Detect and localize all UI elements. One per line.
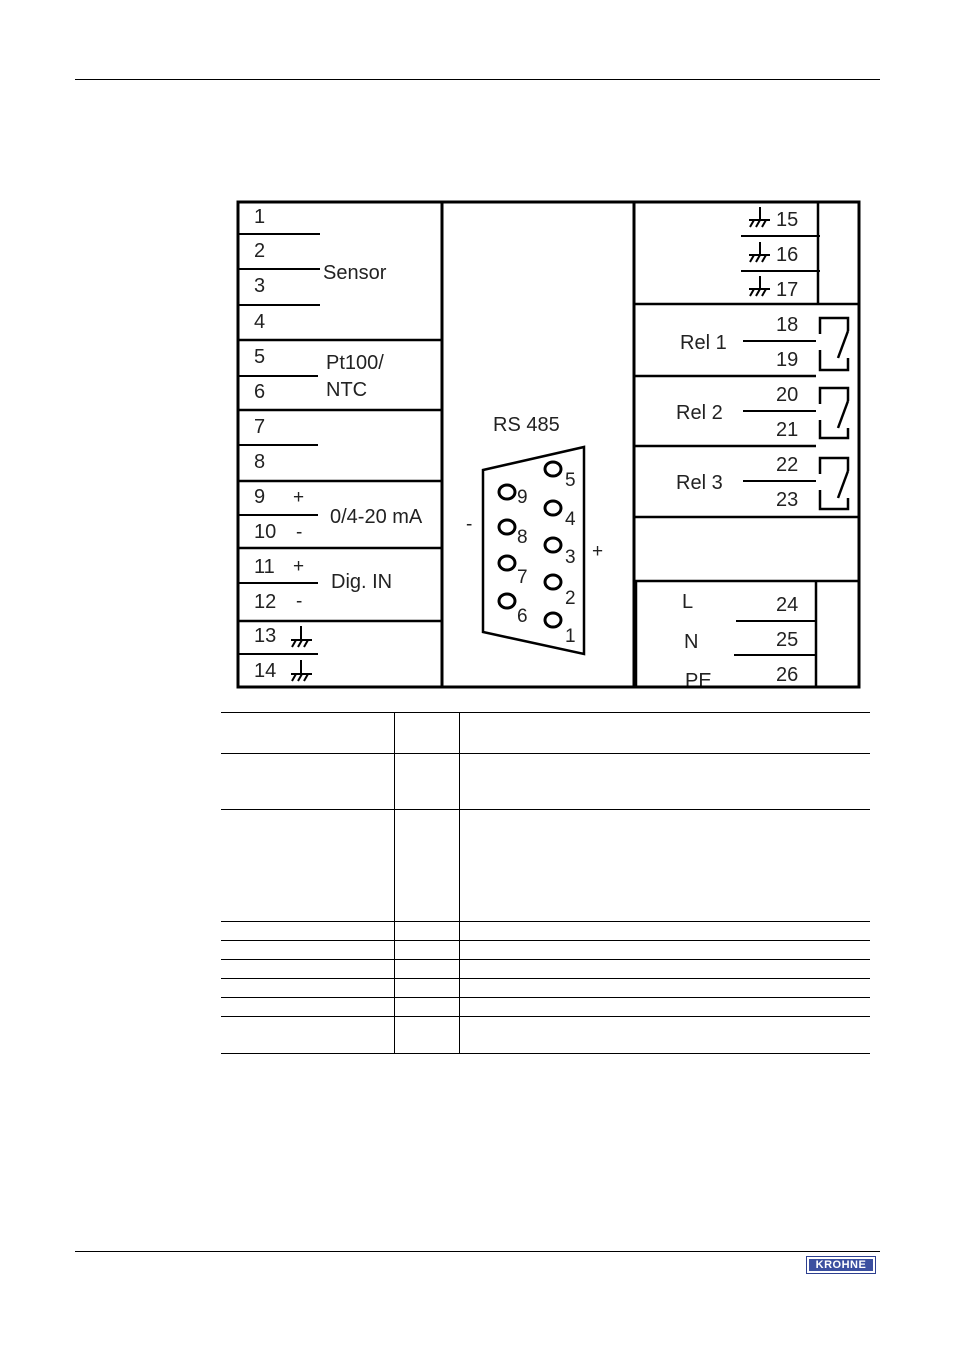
terminal-17: 17 [776, 279, 799, 301]
table-row [221, 998, 870, 1017]
table-cell [460, 941, 871, 960]
table-row [221, 941, 870, 960]
terminal-11: 11 [254, 556, 275, 578]
terminal-1: 1 [254, 206, 266, 228]
table-row [221, 754, 870, 810]
table-row [221, 960, 870, 979]
rs485-plus-sign: + [592, 541, 604, 562]
terminal-12: 12 [254, 591, 277, 613]
dsub-pin-3 [545, 538, 561, 552]
relay-contact-icon [820, 388, 848, 438]
table-cell [221, 810, 395, 922]
terminal-4: 4 [254, 311, 266, 333]
left-polarity-marks [293, 487, 304, 612]
svg-text:3: 3 [565, 547, 576, 568]
terminal-22: 22 [776, 454, 799, 476]
table-row [221, 922, 870, 941]
dsub-pin-5 [545, 462, 561, 476]
terminal-2: 2 [254, 240, 266, 262]
svg-text:2: 2 [565, 588, 576, 609]
svg-text:4: 4 [565, 509, 576, 530]
table-cell [395, 713, 460, 754]
terminal-24: 24 [776, 594, 799, 616]
terminal-10: 10 [254, 521, 277, 543]
table-cell [395, 979, 460, 998]
terminal-16: 16 [776, 244, 799, 266]
right-group-labels [676, 332, 727, 692]
table-cell [221, 754, 395, 810]
ground-icon [749, 207, 770, 227]
table-cell [460, 713, 871, 754]
svg-text:1: 1 [565, 626, 576, 647]
relay-3-label: Rel 3 [676, 472, 723, 494]
table-row [221, 979, 870, 998]
terminal-26: 26 [776, 664, 799, 686]
right-terminal-numbers [776, 209, 798, 686]
terminal-3: 3 [254, 275, 266, 297]
left-pin-separators [238, 234, 320, 654]
line-label: L [682, 591, 694, 613]
terminal-9: 9 [254, 486, 266, 508]
table-cell [395, 941, 460, 960]
specification-table [221, 712, 870, 1054]
svg-text:8: 8 [517, 527, 528, 548]
table-cell [395, 960, 460, 979]
plus-sign: + [293, 487, 305, 508]
table-cell [221, 922, 395, 941]
protective-earth-label: PE [685, 670, 712, 692]
relay-2-label: Rel 2 [676, 402, 723, 424]
relay-contact-icon [820, 318, 848, 370]
svg-text:7: 7 [517, 567, 528, 588]
dsub-pin-4 [545, 501, 561, 515]
svg-text:5: 5 [565, 470, 576, 491]
terminal-25: 25 [776, 629, 799, 651]
terminal-18: 18 [776, 314, 799, 336]
table-cell [221, 979, 395, 998]
dsub-pin-8 [499, 520, 515, 534]
svg-text:9: 9 [517, 487, 528, 508]
table-cell [460, 810, 871, 922]
pt100-label: Pt100/ [326, 352, 384, 374]
table-cell [221, 941, 395, 960]
terminal-19: 19 [776, 349, 799, 371]
terminal-13: 13 [254, 625, 277, 647]
minus-sign: - [296, 522, 303, 543]
ground-icon [749, 242, 770, 262]
table-cell [395, 998, 460, 1017]
table-cell [395, 922, 460, 941]
krohne-logo: KROHNE [806, 1256, 876, 1274]
terminal-5: 5 [254, 346, 266, 368]
digital-input-label: Dig. IN [331, 571, 393, 593]
right-gap [636, 518, 857, 580]
current-output-label: 0/4-20 mA [330, 506, 423, 528]
table-cell [395, 810, 460, 922]
terminal-23: 23 [776, 489, 799, 511]
right-frame [634, 202, 859, 687]
table-row [221, 1017, 870, 1054]
dsub-pin-9 [499, 485, 515, 499]
ground-icon [291, 660, 312, 681]
rs485-label: RS 485 [493, 414, 560, 436]
terminal-6: 6 [254, 381, 266, 403]
center-interface-block [442, 202, 634, 687]
svg-text:6: 6 [517, 606, 528, 627]
table-cell [395, 754, 460, 810]
plus-sign: + [293, 556, 305, 577]
dsub-pin-6 [499, 594, 515, 608]
footer-rule [75, 1251, 880, 1252]
minus-sign: - [296, 591, 303, 612]
table-cell [221, 1017, 395, 1054]
terminal-20: 20 [776, 384, 799, 406]
table-cell [460, 754, 871, 810]
table-cell [460, 960, 871, 979]
terminal-21: 21 [776, 419, 799, 441]
table-cell [395, 1017, 460, 1054]
neutral-label: N [684, 631, 699, 653]
right-section-borders [634, 202, 859, 687]
dsub-pins [499, 462, 561, 627]
sensor-label: Sensor [323, 262, 387, 284]
dsub-pin-1 [545, 613, 561, 627]
table-row [221, 810, 870, 922]
ntc-label: NTC [326, 379, 368, 401]
terminal-7: 7 [254, 416, 266, 438]
relay-contact-icon [820, 458, 848, 509]
terminal-8: 8 [254, 451, 266, 473]
table-cell [460, 922, 871, 941]
left-group-labels [323, 262, 423, 593]
terminal-14: 14 [254, 660, 277, 682]
table-cell [460, 979, 871, 998]
table-cell [221, 713, 395, 754]
ground-icon [291, 626, 312, 647]
table-cell [221, 960, 395, 979]
terminal-15: 15 [776, 209, 799, 231]
dsub-pin-2 [545, 575, 561, 589]
relay-1-label: Rel 1 [680, 332, 727, 354]
dsub-pin-7 [499, 556, 515, 570]
ground-icon [749, 276, 770, 296]
table-cell [221, 998, 395, 1017]
table-row [221, 713, 870, 754]
table-cell [460, 998, 871, 1017]
rs485-minus-sign: - [466, 514, 473, 535]
table-cell [460, 1017, 871, 1054]
